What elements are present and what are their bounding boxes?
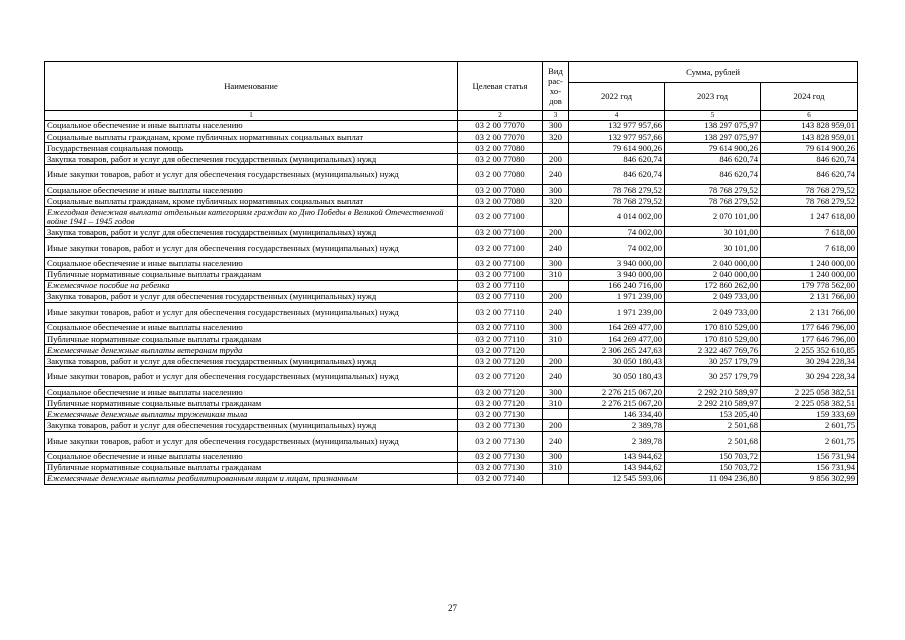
table-row bbox=[45, 238, 858, 258]
table-row bbox=[45, 420, 858, 431]
row-expense-kind: 200 bbox=[543, 356, 569, 367]
row-expense-kind: 240 bbox=[543, 238, 569, 258]
row-expense-kind bbox=[543, 409, 569, 420]
row-expense-kind: 310 bbox=[543, 269, 569, 280]
row-amount-2022: 2 276 215 067,20 bbox=[569, 387, 665, 398]
table-row bbox=[45, 154, 858, 165]
row-amount-2023: 78 768 279,52 bbox=[665, 196, 761, 207]
row-amount-2023: 2 322 467 769,76 bbox=[665, 345, 761, 356]
row-amount-2022: 2 276 215 067,20 bbox=[569, 398, 665, 409]
row-target-article: 03 2 00 77130 bbox=[458, 462, 543, 473]
row-target-article: 03 2 00 77110 bbox=[458, 333, 543, 344]
row-amount-2024: 179 778 562,00 bbox=[761, 280, 858, 291]
column-number: 6 bbox=[761, 111, 858, 121]
row-expense-kind: 200 bbox=[543, 227, 569, 238]
row-amount-2022: 3 940 000,00 bbox=[569, 258, 665, 269]
row-expense-kind bbox=[543, 345, 569, 356]
row-target-article: 03 2 00 77120 bbox=[458, 356, 543, 367]
row-amount-2024: 1 240 000,00 bbox=[761, 258, 858, 269]
row-amount-2022: 164 269 477,00 bbox=[569, 333, 665, 344]
row-expense-kind: 300 bbox=[543, 258, 569, 269]
row-amount-2023: 2 049 733,00 bbox=[665, 302, 761, 322]
row-target-article: 03 2 00 77130 bbox=[458, 451, 543, 462]
row-target-article: 03 2 00 77080 bbox=[458, 196, 543, 207]
row-target-article: 03 2 00 77080 bbox=[458, 165, 543, 185]
row-amount-2023: 2 049 733,00 bbox=[665, 291, 761, 302]
row-expense-kind: 320 bbox=[543, 196, 569, 207]
row-amount-2023: 11 094 236,80 bbox=[665, 473, 761, 484]
row-amount-2023: 138 297 075,97 bbox=[665, 120, 761, 131]
row-amount-2022: 30 050 180,43 bbox=[569, 356, 665, 367]
row-amount-2022: 846 620,74 bbox=[569, 165, 665, 185]
row-expense-kind bbox=[543, 280, 569, 291]
row-target-article: 03 2 00 77100 bbox=[458, 207, 543, 227]
row-target-article: 03 2 00 77120 bbox=[458, 398, 543, 409]
row-amount-2024: 2 601,75 bbox=[761, 431, 858, 451]
table-row bbox=[45, 462, 858, 473]
row-expense-kind: 300 bbox=[543, 322, 569, 333]
table-row bbox=[45, 451, 858, 462]
table-body bbox=[45, 120, 858, 484]
row-amount-2023: 172 860 262,00 bbox=[665, 280, 761, 291]
row-target-article: 03 2 00 77100 bbox=[458, 258, 543, 269]
table-row bbox=[45, 322, 858, 333]
row-amount-2022: 30 050 180,43 bbox=[569, 367, 665, 387]
row-amount-2022: 132 977 957,66 bbox=[569, 131, 665, 142]
row-amount-2024: 156 731,94 bbox=[761, 451, 858, 462]
row-target-article: 03 2 00 77120 bbox=[458, 367, 543, 387]
row-amount-2024: 30 294 228,34 bbox=[761, 356, 858, 367]
row-name: Публичные нормативные социальные выплаты гражданам bbox=[45, 398, 458, 409]
row-amount-2024: 2 131 766,00 bbox=[761, 302, 858, 322]
row-name: Ежегодная денежная выплата отдельным категориям граждан ко Дню Победы в Великой Отечественной войне 1941 – 1945 годов bbox=[45, 207, 458, 227]
row-target-article: 03 2 00 77120 bbox=[458, 387, 543, 398]
row-name: Иные закупки товаров, работ и услуг для обеспечения государственных (муниципальных) нужд bbox=[45, 238, 458, 258]
row-name: Ежемесячные денежные выплаты ветеранам труда bbox=[45, 345, 458, 356]
row-amount-2022: 143 944,62 bbox=[569, 462, 665, 473]
row-target-article: 03 2 00 77110 bbox=[458, 302, 543, 322]
row-expense-kind bbox=[543, 207, 569, 227]
row-amount-2024: 1 247 618,00 bbox=[761, 207, 858, 227]
header-year-2024: 2024 год bbox=[761, 83, 858, 111]
row-amount-2024: 78 768 279,52 bbox=[761, 196, 858, 207]
row-expense-kind: 310 bbox=[543, 462, 569, 473]
row-amount-2023: 30 101,00 bbox=[665, 227, 761, 238]
header-year-2023: 2023 год bbox=[665, 83, 761, 111]
row-amount-2023: 2 040 000,00 bbox=[665, 269, 761, 280]
header-target-article: Целевая статья bbox=[458, 62, 543, 111]
row-amount-2024: 9 856 302,99 bbox=[761, 473, 858, 484]
row-target-article: 03 2 00 77080 bbox=[458, 142, 543, 153]
row-amount-2023: 170 810 529,00 bbox=[665, 333, 761, 344]
row-amount-2023: 846 620,74 bbox=[665, 154, 761, 165]
row-expense-kind: 320 bbox=[543, 131, 569, 142]
table-row bbox=[45, 165, 858, 185]
row-amount-2022: 4 014 002,00 bbox=[569, 207, 665, 227]
row-target-article: 03 2 00 77100 bbox=[458, 227, 543, 238]
row-amount-2022: 3 940 000,00 bbox=[569, 269, 665, 280]
row-amount-2023: 170 810 529,00 bbox=[665, 322, 761, 333]
table-row bbox=[45, 258, 858, 269]
row-name: Закупка товаров, работ и услуг для обеспечения государственных (муниципальных) нужд bbox=[45, 356, 458, 367]
row-amount-2022: 74 002,00 bbox=[569, 238, 665, 258]
column-number: 1 bbox=[45, 111, 458, 121]
row-amount-2022: 1 971 239,00 bbox=[569, 291, 665, 302]
row-amount-2022: 2 389,78 bbox=[569, 431, 665, 451]
row-amount-2023: 150 703,72 bbox=[665, 451, 761, 462]
table-row bbox=[45, 367, 858, 387]
row-name: Ежемесячные денежные выплаты реабилитированным лицам и лицам, признанным bbox=[45, 473, 458, 484]
column-number: 5 bbox=[665, 111, 761, 121]
row-amount-2023: 79 614 900,26 bbox=[665, 142, 761, 153]
row-expense-kind: 300 bbox=[543, 120, 569, 131]
row-amount-2024: 177 646 796,00 bbox=[761, 322, 858, 333]
header-expense-kind: Вид рас-хо-дов bbox=[543, 62, 569, 111]
column-number: 2 bbox=[458, 111, 543, 121]
row-amount-2022: 1 971 239,00 bbox=[569, 302, 665, 322]
row-amount-2024: 2 225 058 382,51 bbox=[761, 387, 858, 398]
row-expense-kind: 310 bbox=[543, 333, 569, 344]
row-amount-2024: 143 828 959,01 bbox=[761, 120, 858, 131]
row-name: Публичные нормативные социальные выплаты гражданам bbox=[45, 269, 458, 280]
row-name: Иные закупки товаров, работ и услуг для обеспечения государственных (муниципальных) нужд bbox=[45, 367, 458, 387]
row-amount-2022: 143 944,62 bbox=[569, 451, 665, 462]
table-row bbox=[45, 291, 858, 302]
row-name: Закупка товаров, работ и услуг для обеспечения государственных (муниципальных) нужд bbox=[45, 420, 458, 431]
row-amount-2023: 2 070 101,00 bbox=[665, 207, 761, 227]
row-amount-2024: 2 225 058 382,51 bbox=[761, 398, 858, 409]
row-amount-2024: 156 731,94 bbox=[761, 462, 858, 473]
row-target-article: 03 2 00 77070 bbox=[458, 120, 543, 131]
row-amount-2023: 2 292 210 589,97 bbox=[665, 387, 761, 398]
row-amount-2024: 79 614 900,26 bbox=[761, 142, 858, 153]
row-amount-2022: 846 620,74 bbox=[569, 154, 665, 165]
table-row bbox=[45, 185, 858, 196]
row-amount-2023: 138 297 075,97 bbox=[665, 131, 761, 142]
row-amount-2024: 846 620,74 bbox=[761, 165, 858, 185]
row-target-article: 03 2 00 77110 bbox=[458, 322, 543, 333]
row-amount-2024: 7 618,00 bbox=[761, 227, 858, 238]
table-row bbox=[45, 120, 858, 131]
row-name: Закупка товаров, работ и услуг для обеспечения государственных (муниципальных) нужд bbox=[45, 291, 458, 302]
budget-table bbox=[44, 61, 858, 485]
row-amount-2024: 1 240 000,00 bbox=[761, 269, 858, 280]
header-sum: Сумма, рублей bbox=[569, 62, 858, 83]
row-amount-2023: 2 501,68 bbox=[665, 420, 761, 431]
row-amount-2023: 153 205,40 bbox=[665, 409, 761, 420]
row-amount-2023: 30 101,00 bbox=[665, 238, 761, 258]
row-expense-kind bbox=[543, 142, 569, 153]
row-amount-2022: 79 614 900,26 bbox=[569, 142, 665, 153]
row-amount-2024: 78 768 279,52 bbox=[761, 185, 858, 196]
row-target-article: 03 2 00 77100 bbox=[458, 238, 543, 258]
row-amount-2022: 132 977 957,66 bbox=[569, 120, 665, 131]
table-row bbox=[45, 269, 858, 280]
table-row bbox=[45, 345, 858, 356]
row-expense-kind: 240 bbox=[543, 165, 569, 185]
row-expense-kind: 200 bbox=[543, 154, 569, 165]
row-expense-kind: 240 bbox=[543, 431, 569, 451]
row-name: Государственная социальная помощь bbox=[45, 142, 458, 153]
row-amount-2022: 2 389,78 bbox=[569, 420, 665, 431]
row-target-article: 03 2 00 77130 bbox=[458, 409, 543, 420]
column-number: 4 bbox=[569, 111, 665, 121]
row-amount-2023: 846 620,74 bbox=[665, 165, 761, 185]
page-number: 27 bbox=[448, 603, 457, 613]
table-row bbox=[45, 131, 858, 142]
table-row bbox=[45, 409, 858, 420]
row-expense-kind: 240 bbox=[543, 367, 569, 387]
row-expense-kind bbox=[543, 473, 569, 484]
row-expense-kind: 300 bbox=[543, 387, 569, 398]
row-amount-2022: 166 240 716,00 bbox=[569, 280, 665, 291]
row-name: Социальные выплаты гражданам, кроме публичных нормативных социальных выплат bbox=[45, 131, 458, 142]
row-name: Социальное обеспечение и иные выплаты населению bbox=[45, 185, 458, 196]
table-row bbox=[45, 302, 858, 322]
row-amount-2023: 78 768 279,52 bbox=[665, 185, 761, 196]
row-name: Иные закупки товаров, работ и услуг для обеспечения государственных (муниципальных) нужд bbox=[45, 302, 458, 322]
table-row bbox=[45, 473, 858, 484]
row-name: Закупка товаров, работ и услуг для обеспечения государственных (муниципальных) нужд bbox=[45, 227, 458, 238]
row-expense-kind: 310 bbox=[543, 398, 569, 409]
table-row bbox=[45, 227, 858, 238]
header-name: Наименование bbox=[45, 62, 458, 111]
row-name: Социальное обеспечение и иные выплаты населению bbox=[45, 120, 458, 131]
row-name: Публичные нормативные социальные выплаты гражданам bbox=[45, 333, 458, 344]
header-year-2022: 2022 год bbox=[569, 83, 665, 111]
row-amount-2024: 2 255 352 610,85 bbox=[761, 345, 858, 356]
row-amount-2022: 12 545 593,06 bbox=[569, 473, 665, 484]
row-expense-kind: 200 bbox=[543, 291, 569, 302]
row-amount-2022: 164 269 477,00 bbox=[569, 322, 665, 333]
row-name: Социальное обеспечение и иные выплаты населению bbox=[45, 322, 458, 333]
row-target-article: 03 2 00 77130 bbox=[458, 431, 543, 451]
row-amount-2024: 159 333,69 bbox=[761, 409, 858, 420]
row-name: Социальное обеспечение и иные выплаты населению bbox=[45, 258, 458, 269]
table-row bbox=[45, 207, 858, 227]
row-name: Иные закупки товаров, работ и услуг для обеспечения государственных (муниципальных) нужд bbox=[45, 431, 458, 451]
table-row bbox=[45, 398, 858, 409]
table-row bbox=[45, 431, 858, 451]
row-amount-2023: 150 703,72 bbox=[665, 462, 761, 473]
row-amount-2022: 146 334,40 bbox=[569, 409, 665, 420]
row-amount-2024: 2 131 766,00 bbox=[761, 291, 858, 302]
row-target-article: 03 2 00 77100 bbox=[458, 269, 543, 280]
table-row bbox=[45, 196, 858, 207]
row-name: Ежемесячное пособие на ребенка bbox=[45, 280, 458, 291]
row-amount-2022: 78 768 279,52 bbox=[569, 196, 665, 207]
table-row bbox=[45, 280, 858, 291]
row-name: Социальные выплаты гражданам, кроме публичных нормативных социальных выплат bbox=[45, 196, 458, 207]
row-target-article: 03 2 00 77110 bbox=[458, 291, 543, 302]
table-row bbox=[45, 387, 858, 398]
column-number: 3 bbox=[543, 111, 569, 121]
row-amount-2022: 2 306 265 247,63 bbox=[569, 345, 665, 356]
row-amount-2024: 143 828 959,01 bbox=[761, 131, 858, 142]
row-expense-kind: 300 bbox=[543, 185, 569, 196]
row-target-article: 03 2 00 77130 bbox=[458, 420, 543, 431]
row-name: Закупка товаров, работ и услуг для обеспечения государственных (муниципальных) нужд bbox=[45, 154, 458, 165]
table-row bbox=[45, 356, 858, 367]
row-target-article: 03 2 00 77070 bbox=[458, 131, 543, 142]
row-name: Иные закупки товаров, работ и услуг для обеспечения государственных (муниципальных) нужд bbox=[45, 165, 458, 185]
row-amount-2023: 30 257 179,79 bbox=[665, 356, 761, 367]
row-target-article: 03 2 00 77080 bbox=[458, 185, 543, 196]
row-amount-2022: 74 002,00 bbox=[569, 227, 665, 238]
row-amount-2024: 846 620,74 bbox=[761, 154, 858, 165]
row-name: Публичные нормативные социальные выплаты гражданам bbox=[45, 462, 458, 473]
row-target-article: 03 2 00 77120 bbox=[458, 345, 543, 356]
table-row bbox=[45, 333, 858, 344]
row-target-article: 03 2 00 77140 bbox=[458, 473, 543, 484]
table-row bbox=[45, 142, 858, 153]
row-amount-2023: 2 040 000,00 bbox=[665, 258, 761, 269]
row-amount-2024: 30 294 228,34 bbox=[761, 367, 858, 387]
row-name: Ежемесячные денежные выплаты труженикам тыла bbox=[45, 409, 458, 420]
row-expense-kind: 300 bbox=[543, 451, 569, 462]
row-amount-2023: 30 257 179,79 bbox=[665, 367, 761, 387]
row-target-article: 03 2 00 77110 bbox=[458, 280, 543, 291]
row-amount-2024: 2 601,75 bbox=[761, 420, 858, 431]
row-amount-2023: 2 501,68 bbox=[665, 431, 761, 451]
row-amount-2023: 2 292 210 589,97 bbox=[665, 398, 761, 409]
row-amount-2024: 7 618,00 bbox=[761, 238, 858, 258]
row-expense-kind: 240 bbox=[543, 302, 569, 322]
row-target-article: 03 2 00 77080 bbox=[458, 154, 543, 165]
row-name: Социальное обеспечение и иные выплаты населению bbox=[45, 451, 458, 462]
row-amount-2024: 177 646 796,00 bbox=[761, 333, 858, 344]
row-expense-kind: 200 bbox=[543, 420, 569, 431]
row-name: Социальное обеспечение и иные выплаты населению bbox=[45, 387, 458, 398]
row-amount-2022: 78 768 279,52 bbox=[569, 185, 665, 196]
